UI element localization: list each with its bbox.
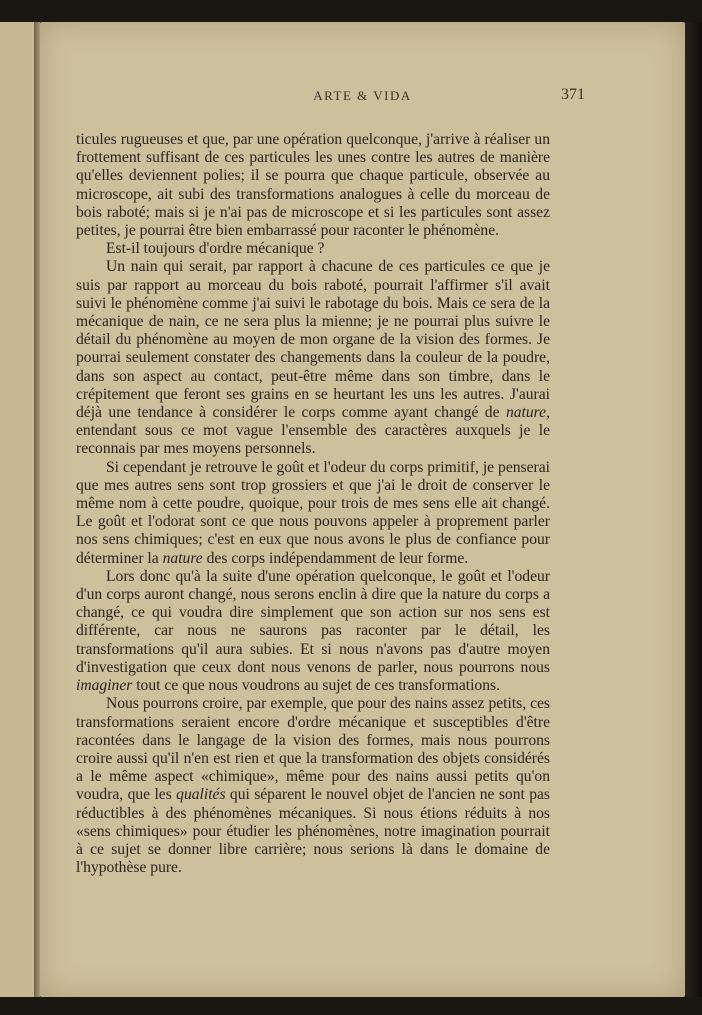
next-page-edge: [685, 22, 702, 997]
book-page: [40, 22, 685, 997]
paragraph: [76, 240, 550, 258]
italic-term: nature: [162, 549, 203, 567]
text-run: entendant sous ce mot vague l'ensemble des caractères auxquels je le reconnais par mes moyens personnels.: [76, 422, 550, 458]
paragraph: [76, 258, 550, 458]
paragraph: [76, 459, 550, 568]
paragraph: [76, 695, 550, 877]
running-title: ARTE & VIDA: [313, 88, 412, 103]
page-number: 371: [561, 86, 585, 103]
previous-page-edge: [0, 22, 35, 997]
italic-term: qualités: [176, 786, 226, 804]
text-run: tout ce que nous voudrons au sujet de ces transformations.: [132, 677, 500, 695]
paragraph: [76, 131, 550, 240]
text-run: Un nain qui serait, par rapport à chacune de ces particules ce que je suis par rapport au morceau du bois raboté, pourrait l'affirmer s'il avait suivi le phénomène comme j'ai suivi le rabotage du bois. Mais ce sera de la mécanique de nain, ce ne sera plus la mienne; je ne pourrai plus suivre le détail du phénomène au moyen de mon organe de la vision des formes. Je pourrai seulement constater des changements dans la couleur de la poudre, dans son aspect au contact, peut-être même dans son timbre, dans le crépitement que feront ses grains en se heurtant les uns les autres. J'aurai déjà une tendance à considérer le corps comme ayant changé de: [76, 258, 550, 422]
text-run: qui séparent le nouvel objet de l'ancien ne sont pas réductibles à des phénomènes mécaniques. Si nous étions réduits à nos «sens chimiques» pour étudier les phénomènes, notre imagination pourrait à ce sujet se donner libre carrière; nous serions là dans le domaine de l'hypothèse pure.: [76, 786, 550, 877]
italic-term: nature,: [505, 404, 550, 422]
italic-term: imaginer: [76, 677, 133, 695]
text-run: Lors donc qu'à la suite d'une opération quelconque, le goût et l'odeur d'un corps auront changé, nous serons enclin à dire que la nature du corps a changé, ce qui voudra dire simplement que son action sur nos sens est différente, car nous ne saurons pas raconter par le détail, les transformations qu'il aura subies. Et si nous n'avons pas d'autre moyen d'investigation que ceux dont nous venons de parler, nous pourrons nous: [76, 567, 550, 676]
body-text: [76, 131, 550, 877]
text-run: Est-il toujours d'ordre mécanique ?: [106, 240, 325, 258]
text-run: Si cependant je retrouve le goût et l'odeur du corps primitif, je penserai que mes autres sens sont trop grossiers et que j'ai le droit de conserver le même nom à cette poudre, quoique, pour trois de mes sens elle ait changé. Le goût et l'odorat sont ce que nous pouvons appeler à proprement parler nos sens chimiques; c'est en eux que nous avons le plus de confiance pour déterminer la: [76, 458, 550, 567]
text-run: ticules rugueuses et que, par une opération quelconque, j'arrive à réaliser un frottement suffisant de ces particules les unes contre les autres de manière qu'elles deviennent polies; il se pourra que chaque particule, observée au microscope, ait subi des transformations analogues à celle du morceau de bois raboté; mais si je n'ai pas de microscope et si les particules sont assez petites, je pourrai être bien embarrassé pour raconter le phénomène.: [76, 131, 550, 240]
text-run: des corps indépendamment de leur forme.: [202, 549, 469, 567]
text-run: Nous pourrons croire, par exemple, que pour des nains assez petits, ces transformations seraient encore d'ordre mécanique et susceptibles d'être racontées dans le langage de la vision des formes, mais nous pourrons croire aussi qu'il n'en est rien et que la transformation des objets considérés a le même aspect «chimique», même pour des nains aussi petits qu'on voudra, que les: [76, 695, 550, 804]
paragraph: [76, 568, 550, 695]
